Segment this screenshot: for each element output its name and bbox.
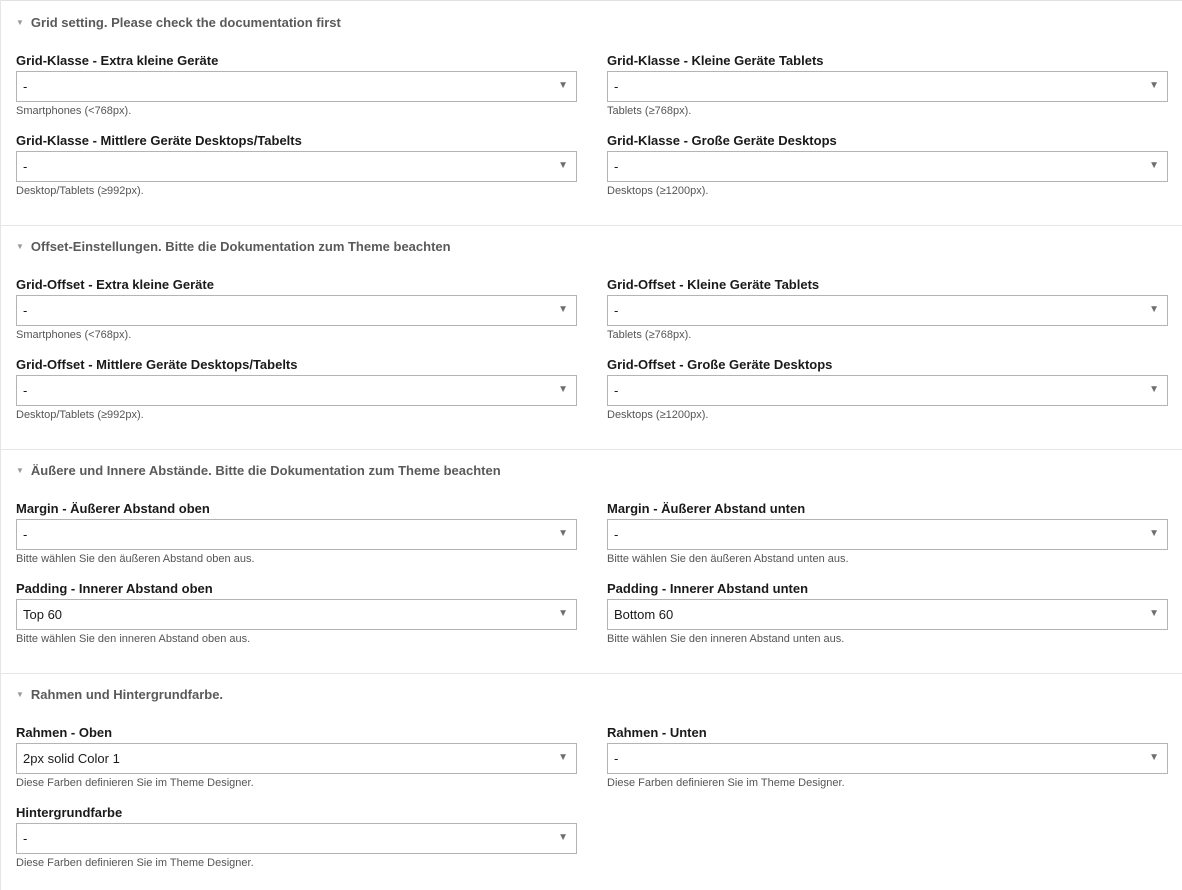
select-value: -: [614, 751, 619, 766]
grid-xs-select[interactable]: [16, 71, 577, 102]
select-value: -: [614, 303, 619, 318]
field-label: Grid-Offset - Große Geräte Desktops: [607, 357, 833, 372]
grid-md-select[interactable]: [16, 151, 577, 182]
field-label: Grid-Klasse - Kleine Geräte Tablets: [607, 53, 824, 68]
section-title: Rahmen und Hintergrundfarbe.: [30, 687, 224, 702]
section-offset-toggle[interactable]: [16, 239, 451, 254]
padding-bottom-select[interactable]: [607, 599, 1168, 630]
margin-bottom-select[interactable]: [607, 519, 1168, 550]
field-label: Rahmen - Oben: [16, 725, 113, 740]
help-text: Tablets (≥768px).: [607, 329, 692, 341]
section-divider: [0, 225, 1182, 226]
help-text: Desktop/Tablets (≥992px).: [16, 185, 144, 197]
help-text: Smartphones (<768px).: [16, 105, 132, 117]
field-label: Margin - Äußerer Abstand oben: [16, 501, 210, 516]
field-label: Grid-Klasse - Große Geräte Desktops: [607, 133, 837, 148]
caret-down-icon: ▼: [16, 466, 24, 475]
help-text: Desktops (≥1200px).: [607, 185, 709, 197]
offset-lg-select[interactable]: [607, 375, 1168, 406]
field-label: Grid-Offset - Mittlere Geräte Desktops/Tabelts: [16, 357, 298, 372]
select-value: -: [23, 831, 28, 846]
caret-down-icon: ▼: [16, 242, 24, 251]
help-text: Diese Farben definieren Sie im Theme Designer.: [16, 857, 254, 869]
dropdown-arrow-icon: ▼: [558, 832, 568, 843]
top-border: [0, 0, 1182, 1]
select-value: Bottom 60: [614, 607, 674, 622]
select-value: -: [23, 527, 28, 542]
dropdown-arrow-icon: ▼: [558, 608, 568, 619]
field-label: Padding - Innerer Abstand oben: [16, 581, 213, 596]
section-divider: [0, 673, 1182, 674]
section-divider: [0, 449, 1182, 450]
help-text: Bitte wählen Sie den inneren Abstand unten aus.: [607, 633, 845, 645]
caret-down-icon: ▼: [16, 690, 24, 699]
select-value: Top 60: [23, 607, 63, 622]
help-text: Bitte wählen Sie den inneren Abstand oben aus.: [16, 633, 251, 645]
field-label: Margin - Äußerer Abstand unten: [607, 501, 806, 516]
dropdown-arrow-icon: ▼: [1149, 528, 1159, 539]
section-grid-toggle[interactable]: [16, 15, 341, 30]
field-label: Grid-Offset - Kleine Geräte Tablets: [607, 277, 820, 292]
help-text: Bitte wählen Sie den äußeren Abstand oben aus.: [16, 553, 255, 565]
padding-top-select[interactable]: [16, 599, 577, 630]
dropdown-arrow-icon: ▼: [558, 528, 568, 539]
dropdown-arrow-icon: ▼: [558, 384, 568, 395]
dropdown-arrow-icon: ▼: [1149, 304, 1159, 315]
dropdown-arrow-icon: ▼: [558, 80, 568, 91]
grid-sm-select[interactable]: [607, 71, 1168, 102]
section-title: Äußere und Innere Abstände. Bitte die Dokumentation zum Theme beachten: [30, 463, 501, 478]
help-text: Smartphones (<768px).: [16, 329, 132, 341]
help-text: Desktops (≥1200px).: [607, 409, 709, 421]
help-text: Bitte wählen Sie den äußeren Abstand unten aus.: [607, 553, 849, 565]
dropdown-arrow-icon: ▼: [558, 304, 568, 315]
select-value: -: [614, 79, 619, 94]
caret-down-icon: ▼: [16, 18, 24, 27]
section-title: Offset-Einstellungen. Bitte die Dokumentation zum Theme beachten: [30, 239, 451, 254]
left-border: [0, 0, 1, 890]
field-label: Hintergrundfarbe: [16, 805, 123, 820]
select-value: 2px solid Color 1: [23, 751, 120, 766]
field-label: Grid-Klasse - Mittlere Geräte Desktops/Tabelts: [16, 133, 302, 148]
margin-top-select[interactable]: [16, 519, 577, 550]
section-title: Grid setting. Please check the documentation first: [30, 15, 341, 30]
grid-lg-select[interactable]: [607, 151, 1168, 182]
select-value: -: [23, 383, 28, 398]
help-text: Diese Farben definieren Sie im Theme Designer.: [607, 777, 845, 789]
select-value: -: [23, 159, 28, 174]
border-bottom-select[interactable]: [607, 743, 1168, 774]
select-value: -: [23, 79, 28, 94]
background-color-select[interactable]: [16, 823, 577, 854]
dropdown-arrow-icon: ▼: [1149, 384, 1159, 395]
offset-sm-select[interactable]: [607, 295, 1168, 326]
field-label: Rahmen - Unten: [607, 725, 707, 740]
offset-md-select[interactable]: [16, 375, 577, 406]
field-label: Padding - Innerer Abstand unten: [607, 581, 809, 596]
dropdown-arrow-icon: ▼: [1149, 608, 1159, 619]
dropdown-arrow-icon: ▼: [1149, 160, 1159, 171]
section-spacing-toggle[interactable]: [16, 463, 501, 478]
dropdown-arrow-icon: ▼: [558, 160, 568, 171]
dropdown-arrow-icon: ▼: [558, 752, 568, 763]
help-text: Diese Farben definieren Sie im Theme Designer.: [16, 777, 254, 789]
field-label: Grid-Klasse - Extra kleine Geräte: [16, 53, 219, 68]
dropdown-arrow-icon: ▼: [1149, 752, 1159, 763]
help-text: Tablets (≥768px).: [607, 105, 692, 117]
border-top-select[interactable]: [16, 743, 577, 774]
select-value: -: [614, 383, 619, 398]
field-label: Grid-Offset - Extra kleine Geräte: [16, 277, 214, 292]
offset-xs-select[interactable]: [16, 295, 577, 326]
section-border-toggle[interactable]: [16, 687, 223, 702]
select-value: -: [23, 303, 28, 318]
help-text: Desktop/Tablets (≥992px).: [16, 409, 144, 421]
select-value: -: [614, 159, 619, 174]
dropdown-arrow-icon: ▼: [1149, 80, 1159, 91]
select-value: -: [614, 527, 619, 542]
